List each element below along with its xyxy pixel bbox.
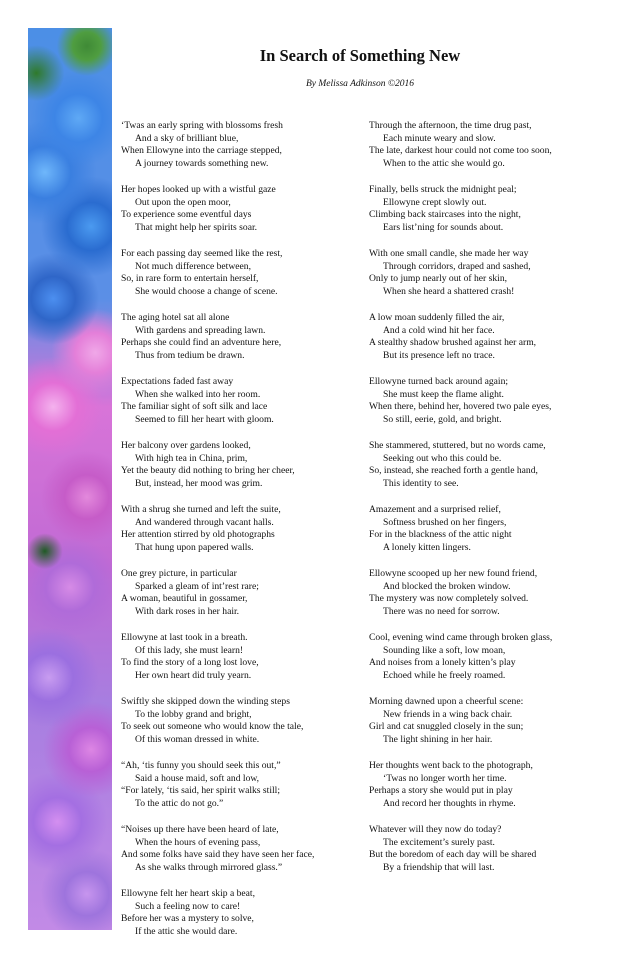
poem-line: Climbing back staircases into the night, <box>369 209 521 220</box>
poem-line: And a sky of brilliant blue, <box>135 132 239 144</box>
poem-stanza <box>369 312 609 362</box>
poem-line: Seemed to fill her heart with gloom. <box>135 413 274 425</box>
poem-stanza <box>369 760 609 810</box>
poem-line: Girl and cat snuggled closely in the sun; <box>369 721 524 732</box>
poem-line: One grey picture, in particular <box>121 568 237 579</box>
poem-line: When there, behind her, hovered two pale eyes, <box>369 401 552 412</box>
poem-line: There was no need for sorrow. <box>383 605 500 617</box>
poem-line: Perhaps she could find an adventure here, <box>121 337 282 348</box>
poem-line: For each passing day seemed like the rest, <box>121 248 283 259</box>
poem-stanza <box>369 184 609 234</box>
poem-stanza <box>121 376 349 426</box>
poem-stanza <box>121 440 349 490</box>
poem-line: With gardens and spreading lawn. <box>135 324 266 336</box>
poem-line: Echoed while he freely roamed. <box>383 669 506 681</box>
poem-line: Ellowyne crept slowly out. <box>383 196 487 208</box>
poem-stanza <box>369 824 609 874</box>
poem-line: With dark roses in her hair. <box>135 605 240 617</box>
poem-stanza <box>121 120 349 170</box>
poem-stanza <box>369 120 609 170</box>
poem-line: Ellowyne scooped up her new found friend, <box>369 568 538 579</box>
poem-line: If the attic she would dare. <box>135 925 238 937</box>
poem-line: Ears list’ning for sounds about. <box>383 221 504 233</box>
poem-line: Amazement and a surprised relief, <box>369 504 501 515</box>
poem-line: A low moan suddenly filled the air, <box>369 312 505 323</box>
poem-line: For in the blackness of the attic night <box>369 529 512 540</box>
poem-line: When she heard a shattered crash! <box>383 285 515 297</box>
poem-line: So, in rare form to entertain herself, <box>121 273 259 284</box>
poem-line: Of this woman dressed in white. <box>135 733 260 745</box>
poem-line: But, instead, her mood was grim. <box>135 477 263 489</box>
poem-line: And a cold wind hit her face. <box>383 324 495 336</box>
poem-line: This identity to see. <box>383 477 459 489</box>
poem-line: Ellowyne at last took in a breath. <box>121 632 248 643</box>
poem-line: The late, darkest hour could not come too soon, <box>369 145 552 156</box>
poem-line: Her own heart did truly yearn. <box>135 669 252 681</box>
poem-title: In Search of Something New <box>259 46 461 65</box>
poem-line: Cool, evening wind came through broken glass, <box>369 632 553 643</box>
poem-line: And blocked the broken window. <box>383 580 511 592</box>
poem-line: So still, eerie, gold, and bright. <box>383 413 502 425</box>
poem-line: She stammered, stuttered, but no words came, <box>369 440 546 451</box>
poem-line: Sparked a gleam of int’rest rare; <box>135 580 259 592</box>
poem-line: To the lobby grand and bright, <box>135 708 252 720</box>
poem-line: She would choose a change of scene. <box>135 285 278 297</box>
poem-line: Through the afternoon, the time drug past, <box>369 120 532 131</box>
poem-line: Her balcony over gardens looked, <box>121 440 251 451</box>
poem-line: When to the attic she would go. <box>383 157 505 169</box>
poem-stanza <box>369 248 609 298</box>
poem-line: To the attic do not go.” <box>135 797 224 809</box>
poem-line: Her thoughts went back to the photograph, <box>369 760 533 771</box>
poem-line: By a friendship that will last. <box>383 861 495 873</box>
poem-line: A journey towards something new. <box>135 157 269 169</box>
poem-line: A lonely kitten lingers. <box>383 541 471 553</box>
poem-stanza <box>121 632 349 682</box>
poem-line: Only to jump nearly out of her skin, <box>369 273 508 284</box>
poem-line: That might help her spirits soar. <box>135 221 258 233</box>
poem-line: With a shrug she turned and left the suite, <box>121 504 281 515</box>
poem-line: Swiftly she skipped down the winding steps <box>121 696 290 707</box>
poem-line: A woman, beautiful in gossamer, <box>121 593 248 604</box>
poem-line: And noises from a lonely kitten’s play <box>369 657 516 668</box>
poem-line: To seek out someone who would know the tale, <box>121 721 304 732</box>
poem-line: She must keep the flame alight. <box>383 388 504 400</box>
poem-line: To experience some eventful days <box>121 209 252 220</box>
poem-line: A stealthy shadow brushed against her arm, <box>369 337 537 348</box>
poem-stanza <box>121 248 349 298</box>
poem-line: But the boredom of each day will be shared <box>369 849 537 860</box>
poem-line: Not much difference between, <box>135 260 251 272</box>
hydrangea-flower-border-image <box>28 28 112 930</box>
poem-line: Morning dawned upon a cheerful scene: <box>369 696 524 707</box>
poem-stanza <box>369 440 609 490</box>
poem-line: Perhaps a story she would put in play <box>369 785 513 796</box>
poem-line: Finally, bells struck the midnight peal; <box>369 184 517 195</box>
poem-line: And some folks have said they have seen her face, <box>121 849 315 860</box>
poem-line: Her hopes looked up with a wistful gaze <box>121 184 276 195</box>
poem-stanza <box>121 568 349 618</box>
poem-stanza <box>369 632 609 682</box>
poem-line: And record her thoughts in rhyme. <box>383 797 516 809</box>
poem-stanza <box>121 184 349 234</box>
poem-line: Expectations faded fast away <box>121 376 234 387</box>
poem-line: Such a feeling now to care! <box>135 900 241 912</box>
poem-line: “Noises up there have been heard of late, <box>121 824 279 835</box>
poem-line: The familiar sight of soft silk and lace <box>121 401 268 412</box>
poem-column-left <box>121 120 349 952</box>
poem-line: With high tea in China, prim, <box>135 452 248 464</box>
poem-line: The mystery was now completely solved. <box>369 593 529 604</box>
poem-line: Softness brushed on her fingers, <box>383 516 507 528</box>
poem-line: Out upon the open moor, <box>135 196 231 208</box>
poem-line: As she walks through mirrored glass.” <box>135 861 283 873</box>
poem-line: Through corridors, draped and sashed, <box>383 260 531 272</box>
poem-stanza <box>369 504 609 554</box>
poem-line: New friends in a wing back chair. <box>383 708 513 720</box>
poem-line: Her attention stirred by old photographs <box>121 529 275 540</box>
poem-line: With one small candle, she made her way <box>369 248 529 259</box>
poem-stanza <box>121 888 349 938</box>
poem-line: ‘Twas an early spring with blossoms fresh <box>121 120 283 131</box>
poem-line: Said a house maid, soft and low, <box>135 772 260 784</box>
poem-line: The light shining in her hair. <box>383 733 493 745</box>
poem-stanza <box>121 312 349 362</box>
poem-line: When the hours of evening pass, <box>135 836 261 848</box>
poem-line: When she walked into her room. <box>135 388 261 400</box>
poem-line: Whatever will they now do today? <box>369 824 502 835</box>
poem-line: When Ellowyne into the carriage stepped, <box>121 145 282 156</box>
poem-line: Ellowyne turned back around again; <box>369 376 509 387</box>
poem-line: Each minute weary and slow. <box>383 132 496 144</box>
poem-stanza <box>121 504 349 554</box>
poem-line: The aging hotel sat all alone <box>121 312 230 323</box>
poem-line: ‘Twas no longer worth her time. <box>383 772 507 784</box>
poem-line: So, instead, she reached forth a gentle hand, <box>369 465 538 476</box>
poem-stanza <box>369 568 609 618</box>
poem-line: “Ah, ‘tis funny you should seek this out,” <box>121 760 281 771</box>
poem-line: Sounding like a soft, low moan, <box>383 644 506 656</box>
poem-stanza <box>121 760 349 810</box>
poem-stanza <box>369 376 609 426</box>
poem-stanza <box>121 824 349 874</box>
poem-stanza <box>369 696 609 746</box>
poem-line: Thus from tedium be drawn. <box>135 349 245 361</box>
poem-line: Of this lady, she must learn! <box>135 644 244 656</box>
poem-stanza <box>121 696 349 746</box>
poem-line: Seeking out who this could be. <box>383 452 502 464</box>
poem-line: Yet the beauty did nothing to bring her cheer, <box>121 465 295 476</box>
poem-line: “For lately, ‘tis said, her spirit walks still; <box>121 785 280 796</box>
poem-line: To find the story of a long lost love, <box>121 657 259 668</box>
poem-line: Before her was a mystery to solve, <box>121 913 254 924</box>
poem-column-right <box>369 120 609 888</box>
poem-line: But its presence left no trace. <box>383 349 495 361</box>
poem-line: And wandered through vacant halls. <box>135 516 274 528</box>
poem-line: That hung upon papered walls. <box>135 541 254 553</box>
poem-line: Ellowyne felt her heart skip a beat, <box>121 888 255 899</box>
poem-byline: By Melissa Adkinson ©2016 <box>305 79 415 89</box>
poem-line: The excitement’s surely past. <box>383 836 495 848</box>
